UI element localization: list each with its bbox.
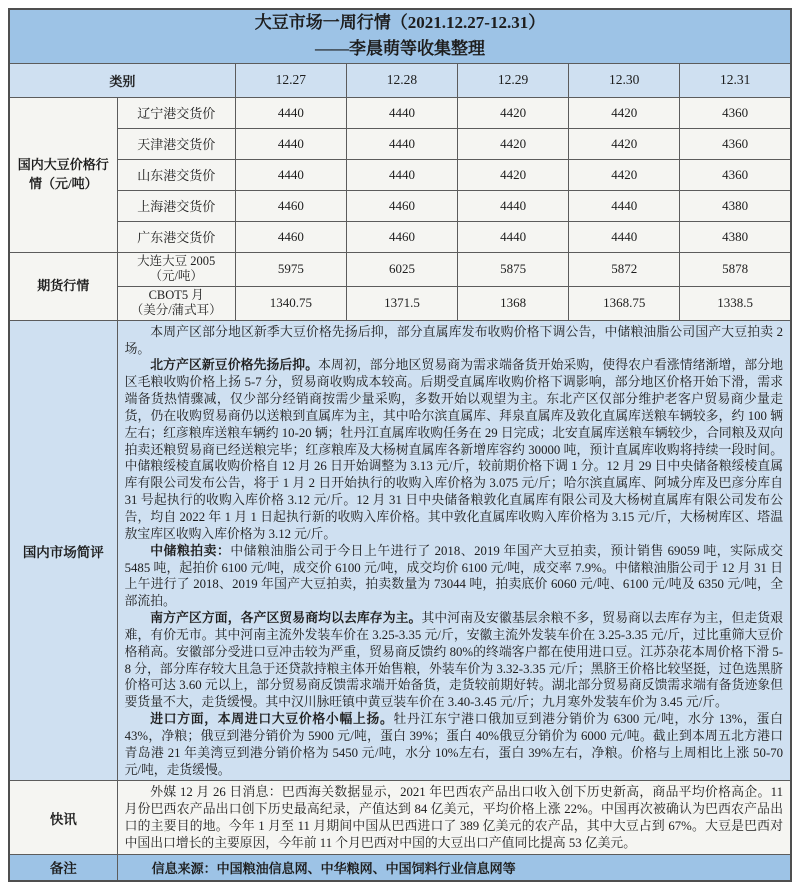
futures-label-line1: 大连大豆 2005 [137,254,216,269]
review-paragraph-lead: 中储粮拍卖： [150,543,231,558]
price-value: 4440 [235,159,346,190]
column-header-date-1: 12.27 [235,63,346,97]
remark-section-label: 备注 [9,854,117,881]
futures-label-line2: （元/吨） [149,269,203,284]
price-row-label: 辽宁港交货价 [117,97,235,128]
page-title-line1: 大豆市场一周行情（2021.12.27-12.31） [254,13,546,32]
price-row-label: 上海港交货价 [117,190,235,221]
price-value: 4460 [235,190,346,221]
price-value: 4420 [569,159,680,190]
price-value: 4460 [346,190,457,221]
review-paragraph-text: 牡丹江东宁港口俄加豆到港分销价为 6300 元/吨，水分 13%，蛋白 43%，净粮；俄豆到港分销价为 5900 元/吨，蛋白 39%；蛋白 40%俄豆分销价为 6000 元/吨。截止到本周五北方港口青岛港 21 年美湾豆到港分销价格为 5450 元/吨，水分 10%左右，蛋白 39%左右，净粮。价格与上周相比上涨 50-70 元/吨，走货缓慢。 [124,712,783,777]
price-value: 4380 [680,190,791,221]
news-section-label: 快讯 [9,781,117,854]
price-value: 4440 [569,221,680,252]
review-paragraph-text: 本周初，部分地区贸易商为需求端备货开始采购，使得农户看涨情绪渐增，部分地区毛粮收购价格上扬 5-7 分，贸易商收购成本较高。后期受直属库收购价格下调影响，部分地区价格开始下滑，需求端备货热情骤减，仅少部分经销商按需少量采购，多数开始以观望为主。东北产区仅部分维护老客户贸易商少量走货，仍在收购贸易商仍以送粮到直属库为主，其中哈尔滨直属库、拜泉直属库及敦化直属库送粮车辆较多，约 100 辆左右；红彦粮库送粮车辆约 10-20 辆；牡丹江直属库收购任务在 29 日完成；北安直属库送粮车辆较少，合同粮及双向拍卖还粮贸易商已经送粮完毕；红彦粮库及大杨树直属库各新增库容约 30000 吨，预计直属库收购将持续一段时间。中储粮绥棱直属收购价格自 12 月 26 日开始调整为 3.13 元/斤，较前期价格下调 1 分。12 月 29 日中央储备粮绥棱直属库有限公司发布公告，将于 1 月 2 日开始执行的收购入库价格为 3.075 元/斤；哈尔滨直属库、阿城分库及巴彦分库自 31 号起执行的收购入库价格 3.12 元/斤。12 月 31 日中央储备粮敦化直属库有限公司及大杨树直属库有限公司发布公告，均自 2022 年 1 月 1 日起执行新的收购入库价格。其中敦化直属库收购入库价格为 3.15 元/斤，大杨树库区、塔温敖宝库区收购入库价格为 3.12 元/斤。 [124,358,784,541]
price-row-label: 广东港交货价 [117,221,235,252]
news-paragraph: 外媒 12 月 26 日消息：巴西海关数据显示，2021 年巴西农产品出口收入创下历史新高，商品平均价格高企。11 月份巴西农产品出口创下历史最高纪录，产值达到 84 亿美元，平均价格上涨 22%。中国再次被确认为巴西农产品出口的主要目的地。今年 1 月至 11 月期间中国从巴西进口了 389 亿美元的农产品，其中大豆占到 67%。大豆是巴西对中国出口增长的主要原因，今年前 11 个月巴西对中国的大豆出口产值同比提高 53 亿美元。 [124,785,783,850]
futures-label-line1: CBOT5 月 [148,288,204,303]
price-value: 4460 [346,221,457,252]
page-title-line2: ——李晨萌等收集整理 [315,39,485,59]
price-value: 4360 [680,97,791,128]
column-header-date-2: 12.28 [346,63,457,97]
column-header-date-5: 12.31 [680,63,791,97]
futures-value: 1368 [458,286,569,320]
review-paragraph-text: 其中河南及安徽基层余粮不多，贸易商以去库存为主，但走货艰难，有价无市。其中河南主流外发装车价在 3.25-3.35 元/斤，安徽主流外发装车价在 3.25-3.35 元/斤，过比重筛大豆价格稍高。安徽部分受进口豆冲击较为严重，贸易商反馈约 80%的终端客户都在使用进口豆。江苏杂花本周价格下滑 5-8 分，部分库存较大且急于还贷款持粮主体开始售粮，外装车价为 3.32-3.35 元/斤；黑脐王价格比较坚挺，过色选黑脐价格可达 3.60 元以上，部分贸易商反馈需求端开始备货，走货较前期好转。湖北部分贸易商反馈需求端有备货迹象但要货量不大，走货缓慢。其中汉川脉旺镇中黄豆装车价在 3.40-3.45 元/斤；九月寒外发装车价为 3.45 元/斤。 [124,611,784,710]
review-paragraph [125,357,783,542]
price-group-label: 国内大豆价格行情（元/吨） [9,97,117,252]
review-paragraph-lead: 南方产区方面，各产区贸易商均以去库存为主。 [150,611,422,626]
futures-row-label [117,286,235,320]
page-title [9,9,791,63]
price-value: 4420 [458,97,569,128]
futures-value: 5872 [569,252,680,286]
review-paragraph [125,324,783,358]
futures-value: 1368.75 [569,286,680,320]
futures-value: 1338.5 [680,286,791,320]
review-paragraph-lead: 进口方面，本周进口大豆价格小幅上扬。 [150,712,394,727]
futures-value: 1371.5 [346,286,457,320]
futures-value: 1340.75 [235,286,346,320]
review-section-body [117,320,791,781]
soybean-weekly-table [8,8,792,882]
price-row-label: 天津港交货价 [117,128,235,159]
price-value: 4360 [680,159,791,190]
futures-row-label [117,252,235,286]
news-section-body [117,781,791,854]
price-value: 4420 [458,159,569,190]
futures-value: 5875 [458,252,569,286]
column-header-date-3: 12.29 [458,63,569,97]
futures-value: 5878 [680,252,791,286]
price-value: 4460 [235,221,346,252]
price-value: 4420 [569,128,680,159]
price-value: 4360 [680,128,791,159]
price-value: 4440 [458,221,569,252]
review-paragraph [125,543,783,610]
price-value: 4440 [569,190,680,221]
review-paragraph-text: 本周产区部分地区新季大豆价格先扬后抑，部分直属库发布收购价格下调公告，中储粮油脂公司国产大豆拍卖 2 场。 [124,324,783,356]
review-section-label: 国内市场简评 [9,320,117,781]
review-paragraph-text: 中储粮油脂公司于今日上午进行了 2018、2019 年国产大豆拍卖，预计销售 69059 吨，实际成交 5485 吨，起拍价 6100 元/吨，成交价 6100 元/吨，成交均价 6100 元/吨，成交率 7.9%。中储粮油脂公司于 12 月 31 日上午进行了 2018、2019 年国产大豆拍卖，拍卖数量为 73044 吨，拍卖底价 6060 元/吨、6100 元/吨及 6350 元/吨，全部流拍。 [124,543,783,609]
column-header-date-4: 12.30 [569,63,680,97]
review-paragraph [125,711,783,778]
price-value: 4440 [346,97,457,128]
remark-section-body: 信息来源：中国粮油信息网、中华粮网、中国饲料行业信息网等 [117,854,791,881]
price-value: 4380 [680,221,791,252]
price-value: 4440 [346,128,457,159]
price-value: 4440 [346,159,457,190]
futures-value: 6025 [346,252,457,286]
price-row-label: 山东港交货价 [117,159,235,190]
futures-group-label: 期货行情 [9,252,117,320]
column-header-category: 类别 [9,63,235,97]
futures-label-line2: （美分/蒲式耳） [130,303,222,318]
price-value: 4440 [458,190,569,221]
review-paragraph [125,610,783,711]
futures-value: 5975 [235,252,346,286]
price-value: 4420 [569,97,680,128]
review-paragraph-lead: 北方产区新豆价格先扬后抑。 [150,358,319,373]
price-value: 4440 [235,97,346,128]
price-value: 4420 [458,128,569,159]
price-value: 4440 [235,128,346,159]
